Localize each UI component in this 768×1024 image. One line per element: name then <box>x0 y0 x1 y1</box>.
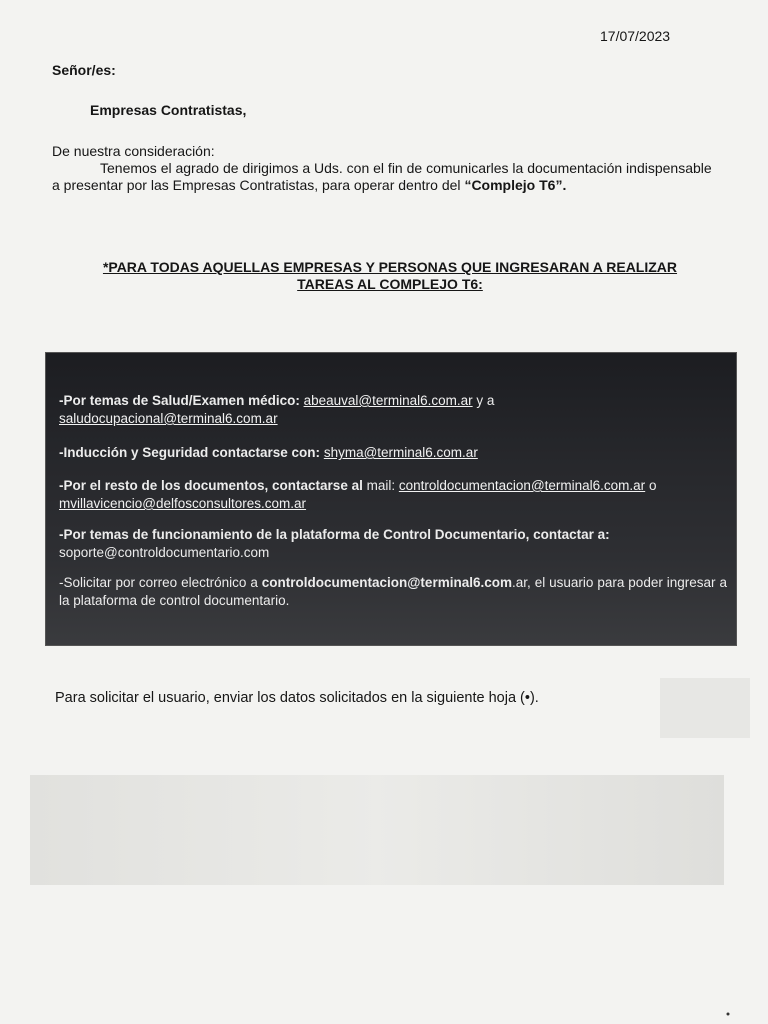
health-email-link-2[interactable]: saludocupacional@terminal6.com.ar <box>59 411 278 426</box>
letter-date: 17/07/2023 <box>600 28 671 44</box>
platform-label: -Por temas de funcionamiento de la plataforma de Control Documentario, contactar a: <box>59 527 610 542</box>
documents-label: -Por el resto de los documentos, contactarse al <box>59 478 363 493</box>
section-heading <box>60 259 720 293</box>
addressee: Empresas Contratistas, <box>90 102 247 118</box>
request-prefix: -Solicitar por correo electrónico a <box>59 575 262 590</box>
health-joiner: y a <box>472 393 495 408</box>
documents-line-1 <box>59 477 727 495</box>
documents-contact <box>59 477 727 513</box>
body-paragraph-line-1: Tenemos el agrado de dirigimos a Uds. con el fin de comunicarles la documentación indispensable <box>100 160 712 176</box>
health-label: -Por temas de Salud/Examen médico: <box>59 393 304 408</box>
body-text: a presentar por las Empresas Contratistas, para operar dentro del <box>52 177 465 193</box>
health-email-link-1[interactable]: abeauval@terminal6.com.ar <box>303 393 473 408</box>
platform-contact <box>59 526 727 562</box>
scan-artifact <box>30 775 724 885</box>
documents-email-link-2[interactable]: mvillavicencio@delfosconsultores.com.ar <box>59 496 307 511</box>
complex-name: “Complejo T6”. <box>464 177 567 193</box>
health-contact <box>59 392 727 428</box>
documents-joiner: o <box>645 478 657 493</box>
platform-email: soporte@controldocumentario.com <box>59 545 270 560</box>
documents-mail-word: mail: <box>362 478 399 493</box>
safety-label: -Inducción y Seguridad contactarse con: <box>59 445 324 460</box>
heading-line-2: TAREAS AL COMPLEJO T6: <box>297 276 483 292</box>
request-suffix: , el usuario para poder ingresar a la plataforma de control documentario. <box>59 575 727 608</box>
scan-artifact <box>660 678 750 738</box>
safety-contact <box>59 444 727 462</box>
salutation: Señor/es: <box>52 62 116 78</box>
request-email-tail: .ar <box>511 575 527 590</box>
contact-info-box <box>45 352 737 646</box>
closing-line: Para solicitar el usuario, enviar los datos solicitados en la siguiente hoja (•). <box>55 690 539 706</box>
heading-line-1: *PARA TODAS AQUELLAS EMPRESAS Y PERSONAS QUE INGRESARAN A REALIZAR <box>102 259 678 275</box>
request-email: controldocumentacion@terminal6.com <box>261 575 512 590</box>
safety-email-link[interactable]: shyma@terminal6.com.ar <box>323 445 478 460</box>
documents-email-link-1[interactable]: controldocumentacion@terminal6.com.ar <box>398 478 646 493</box>
intro-line: De nuestra consideración: <box>52 143 215 159</box>
body-paragraph-line-2 <box>52 177 566 193</box>
request-instructions <box>59 574 727 610</box>
scan-mark-icon <box>724 1010 732 1018</box>
